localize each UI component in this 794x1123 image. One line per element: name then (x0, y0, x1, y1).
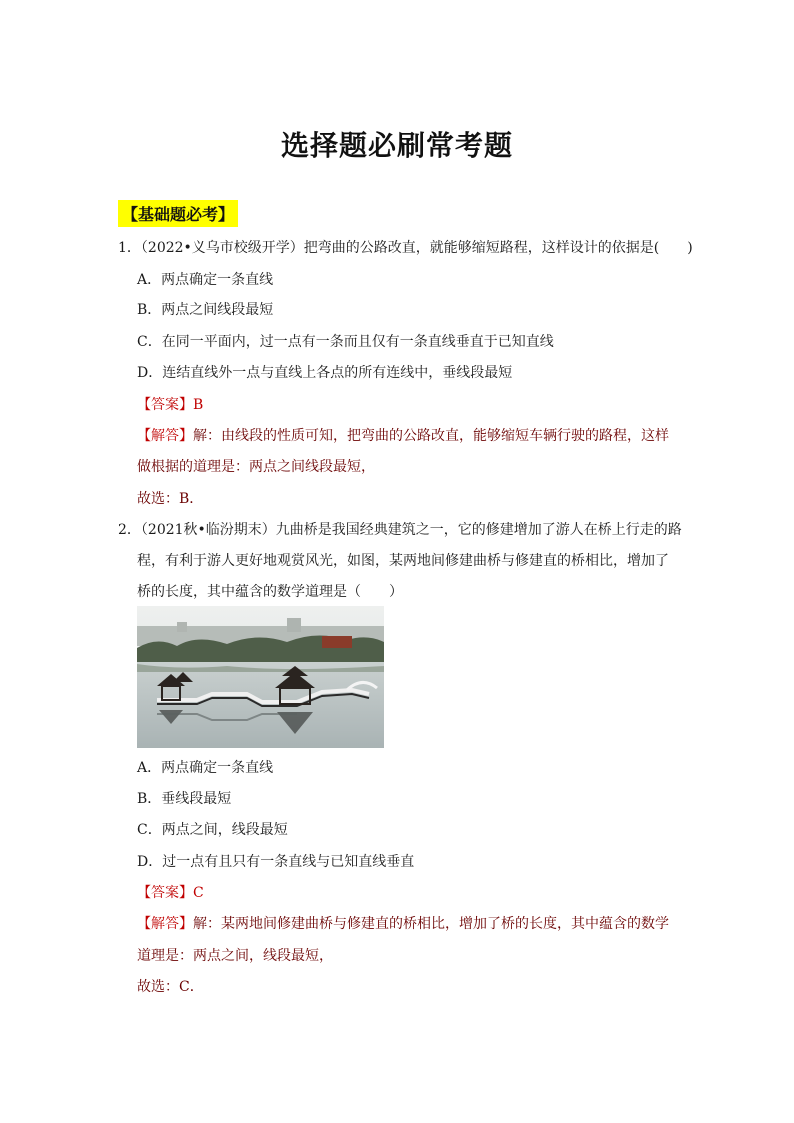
section-tag: 【基础题必考】 (118, 200, 238, 227)
q2-option-a: A．两点确定一条直线 (137, 760, 274, 776)
q2-option-b: B．垂线段最短 (137, 791, 232, 807)
q2-solution-text-1: 解：某两地间修建曲桥与修建直的桥相比，增加了桥的长度，其中蕴含的数学 (193, 916, 669, 932)
q1-answer (137, 395, 203, 415)
q2-answer-value: C (193, 885, 204, 901)
page-title: 选择题必刷常考题 (280, 129, 513, 162)
q1-solution-label: 【解答】 (137, 428, 193, 444)
q2-solution-label: 【解答】 (137, 916, 193, 932)
q1-solution-line-2: 做根据的道理是：两点之间线段最短， (137, 459, 375, 475)
bridge-photo (137, 606, 384, 748)
q1-choice-line: 故选：B． (137, 491, 204, 507)
q2-stem-line-1: 2．（2021秋•临汾期末）九曲桥是我国经典建筑之一，它的修建增加了游人在桥上行走的路 (118, 522, 682, 538)
q2-stem-line-3: 桥的长度，其中蕴含的数学道理是（ ） (137, 584, 403, 600)
q1-solution-text-1: 解：由线段的性质可知，把弯曲的公路改直，能够缩短车辆行驶的路程，这样 (193, 428, 669, 444)
q1-answer-value: B (193, 397, 204, 413)
q2-choice-line: 故选：C． (137, 979, 204, 995)
q2-option-d: D．过一点有且只有一条直线与已知直线垂直 (137, 854, 415, 870)
q1-option-d: D．连结直线外一点与直线上各点的所有连线中，垂线段最短 (137, 365, 513, 381)
q1-option-b: B．两点之间线段最短 (137, 302, 274, 318)
q2-answer (137, 883, 204, 903)
q2-stem-line-2: 程，有利于游人更好地观赏风光，如图，某两地间修建曲桥与修建直的桥相比，增加了 (137, 553, 669, 569)
q1-option-a: A．两点确定一条直线 (137, 272, 274, 288)
q1-stem: 1．（2022•义乌市校级开学）把弯曲的公路改直，就能够缩短路程，这样设计的依据是( ) (118, 240, 693, 256)
q2-solution-line-1 (137, 914, 669, 934)
q1-option-c: C．在同一平面内，过一点有一条而且仅有一条直线垂直于已知直线 (137, 334, 554, 350)
q2-answer-label: 【答案】 (137, 885, 193, 901)
q1-answer-label: 【答案】 (137, 397, 193, 413)
q2-option-c: C．两点之间，线段最短 (137, 822, 288, 838)
q1-solution-line-1 (137, 426, 669, 446)
q2-solution-line-2: 道理是：两点之间，线段最短， (137, 948, 333, 964)
